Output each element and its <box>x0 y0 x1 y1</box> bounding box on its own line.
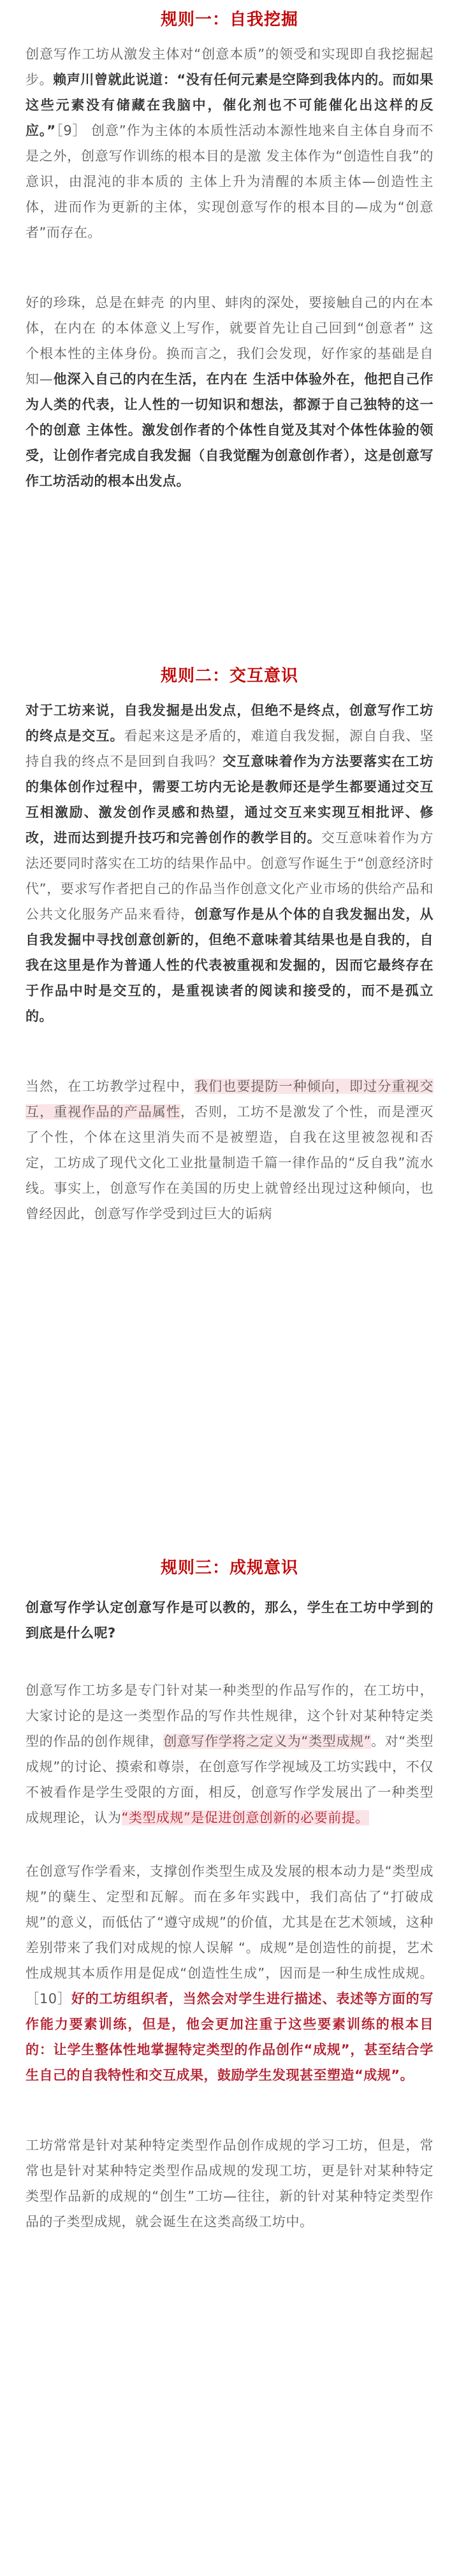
text-run: 交互意味着作为方法还要同时落实在工坊的结果作品中。创意写作诞生于“创意经济时代”，要求写作者把自己的作品当作创意文化产业市场的供给产品和公共文化服务产品来看待， <box>26 830 433 922</box>
text-run: 我们也要提防一种倾向，即过分重视交互，重视作品的产品属性 <box>26 1079 434 1119</box>
text-run: 赖声川曾就此说道：“没有任何元素是空降到我体内的。而如果这些元素没有储藏在我脑中，催化剂也不可能催化出这样的反应。” <box>26 72 433 138</box>
text-run: 工坊常常是针对某种特定类型作品创作成规的学习工坊，但是，常常也是针对某种特定类型作品成规的发现工坊，更是针对某种特定类型作品新的成规的“创生”工坊—往往，新的针对某种特定类型作品的子类型成规，就会诞生在这类高级工坊中。 <box>26 2138 433 2229</box>
paragraph <box>26 1074 433 1227</box>
text-run: 在创意写作学看来，支撑创作类型生成及发展的根本动力是“类型成规”的蘖生、定型和瓦解。而在多年实践中，我们高估了“打破成规”的意义，而低估了“遵守成规”的价值，尤其是在艺术领域，这种差别带来了我们对成规的惊人误解 “。成规”是创造性的前提，艺术性成规其本质作用是促成“创造性生成”，因而是一种生成性成规。［10］ <box>26 1864 433 2006</box>
text-run: 他深入自己的内在生活，在内在 生活中体验外在，他把自己作为人类的代表，让人性的一切知识和想法，都源于自己独特的这一个的创意 主体性。激发创作者的个体性自觉及其对个体性体验的领受，让创作者完成自我发掘（自我觉醒为创意创作者），这是创意写作工坊活动的根本出发点。 <box>26 371 434 489</box>
paragraph <box>26 698 433 1029</box>
paragraph <box>26 1678 433 1831</box>
text-run: 创意写作工坊从激发主体对“创意本质”的领受和实现即自我挖掘起步。 <box>26 47 433 87</box>
text-run: 看起来这是矛盾的，难道自我发掘，源自自我、坚持自我的终点不是回到自我吗？ <box>26 728 433 769</box>
paragraph <box>26 1859 433 2088</box>
section-self-excavation <box>26 6 433 494</box>
text-run: ，否则，工坊不是激发了个性，而是湮灭了个性，个体在这里消失而不是被塑造，自我在这里被忽视和否定，工坊成了现代文化工业批量制造千篇一律作品的“反自我”流水线。事实上，创意写作在美国的历史上就曾经出现过这种倾向，也曾经因此，创意写作学受到过巨大的诟病 <box>26 1104 434 1221</box>
paragraph <box>26 290 433 494</box>
text-run: 好的工坊组织者，当然会对学生进行描述、表述等方面的写作能力要素训练，但是，他会更加注重于这些要素训练的根本目的：让学生整体性地掌握特定类型的作品创作“成规”，甚至结合学生自己的自我特性和交互成果，鼓励学生发现甚至塑造“成规”。 <box>26 1991 433 2083</box>
section-convention-awareness <box>26 1555 433 2234</box>
section-heading: 规则二：交互意识 <box>160 666 298 686</box>
text-run: “类型成规”是促进创意创新的必要前提。 <box>121 1810 369 1825</box>
text-run: 创意写作工坊多是专门针对某一种类型的作品写作的，在工坊中，大家讨论的是这一类型作品的写作共性规律，这个针对某种特定类型的作品的创作规律， <box>26 1683 433 1749</box>
text-run: 创意写作学将之定义为“类型成规” <box>163 1734 371 1749</box>
text-run: 对于工坊来说，自我发掘是出发点，但绝不是终点，创意写作工坊的终点是交互。 <box>26 703 433 744</box>
paragraph <box>26 41 433 245</box>
text-run: 当然，在工坊教学过程中， <box>26 1079 195 1094</box>
question-paragraph: 创意写作学认定创意写作是可以教的，那么，学生在工坊中学到的到底是什么呢? <box>26 1600 433 1641</box>
paragraph <box>26 2133 433 2234</box>
text-run: 创意写作是从个体的自我发掘出发，从自我发掘中寻找创意创新的，但绝不意味着其结果也是自我的，自我在这里是作为普通人性的代表被重视和发掘的，因而它最终存在于作品中时是交互的，是重视读者的阅读和接受的，而不是孤立的。 <box>26 907 434 1024</box>
section-interaction-awareness <box>26 663 433 1227</box>
text-run: ［9］ 创意”作为主体的本质性活动本源性地来自主体自身而不是之外，创意写作训练的根本目的是激 发主体作为“创造性自我”的意识，由混沌的非本质的 主体上升为清醒的本质主体—创造性主体，进而作为更新的主体，实现创意写作的根本目的—成为“创意者”而存在。 <box>26 123 433 240</box>
text-run: 好的珍珠，总是在蚌壳 的内里、蚌肉的深处，要接触自己的内在本体，在内在 的本体意义上写作，就要首先让自己回到“创意者” 这 个根本性的主体身份。换而言之，我们会发现，好作家的基础是自知— <box>26 295 433 387</box>
text-run: 。对“类型成规”的讨论、摸索和尊崇，在创意写作学视域及工坊实践中，不仅不被看作是学生受限的方面，相反，创意写作学发展出了一种类型成规理论，认为 <box>26 1734 433 1825</box>
section-heading: 规则三：成规意识 <box>160 1558 298 1578</box>
text-run: 交互意味着作为方法要落实在工坊的集体创作过程中，需要工坊内无论是教师还是学生都要通过交互互相激励、激发创作灵感和热望，通过交互来实现互相批评、修改，进而达到提升技巧和完善创作的教学目的。 <box>26 754 433 845</box>
section-heading: 规则一：自我挖掘 <box>160 10 298 29</box>
